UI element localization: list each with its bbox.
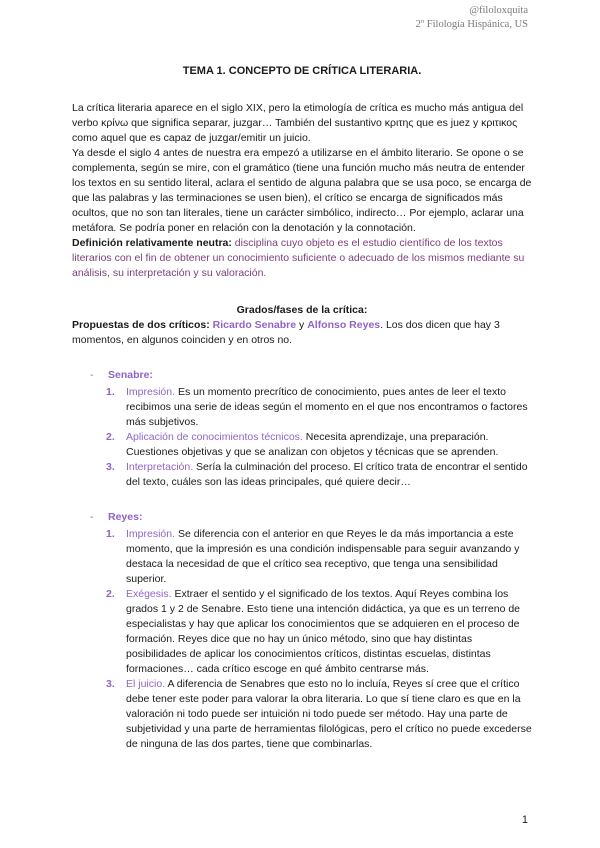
list-item [90,460,532,490]
proposals-text: . Los dos dicen que hay 3 momentos, en algunos coinciden y en otros no. [72,319,500,346]
reyes-section [72,510,532,525]
item-term: Aplicación de conocimientos técnicos. [126,431,303,443]
item-number: 1. [106,386,115,398]
page-header [416,4,528,32]
critic-reyes: Alfonso Reyes [307,319,381,331]
item-text: Se diferencia con el anterior en que Reyes le da más importancia a este momento, que la impresión es una condición indispensable para seguir avanzando y destaca la necesidad de que el crítico sea receptivo, que tenga una sensibilidad superior. [126,528,520,585]
course-label: 2º Filología Hispánica, US [415,19,528,30]
list-item [90,677,532,752]
senabre-list [72,385,532,490]
intro-paragraph-2: Ya desde el siglo 4 antes de nuestra era empezó a utilizarse en el ámbito literario. Se opone o se complementa, según se mire, con el gramático (tiene una función mucho más neutra de entender los textos en su sentido literal, aclara el sentido de alguna palabra que se usa poco, se encarga de que las palabras y las terminaciones se usen bien), el crítico se encarga de significados más ocultos, que no son tan literales, tiene un carácter simbólico, indirecto… Por ejemplo, aclarar una metáfora. Se podría poner en relación con la denotación y la connotación. [72,147,532,234]
critic-senabre: Ricardo Senabre [212,319,297,331]
document-title: TEMA 1. CONCEPTO DE CRÍTICA LITERARIA. [182,65,422,77]
item-text: Extraer el sentido y el significado de los textos. Aquí Reyes combina los grados 1 y 2 de Senabre. Esto tiene una intención didáctica, ya que es un terreno de especialistas y hay que aplicar los conocimientos que se adquieren en el proceso de formación. Reyes dice que no hay un único método, sino que hay distintas posibilidades de aplicar los conocimientos críticos, distintas escuelas, distintas formaciones… cada crítico escoge en qué ámbito centrarse más. [126,588,521,675]
bullet-dash: - [90,369,94,381]
item-text: A diferencia de Senabres que esto no lo incluía, Reyes sí cree que el crítico debe tener este poder para valorar la obra literaria. Lo que sí tiene claro es que en la valoración ni todo puede ser intuición ni todo puede ser método. Hay una parte de subjetividad y una parte de herramientas filológicas, pero el crítico no puede excederse de ninguna de las dos partes, tiene que combinarlas. [126,678,532,750]
section-subtitle: Grados/fases de la crítica: [236,304,368,316]
item-text: Sería la culminación del proceso. El crítico trata de encontrar el sentido del texto, cuáles son las ideas principales, qué quiere decir… [126,461,528,488]
connector: y [299,319,305,331]
definition-label: Definición relativamente neutra: [72,237,232,249]
definition-text: disciplina cuyo objeto es el estudio científico de los textos literarios con el fin de obtener un conocimiento suficiente o adecuado de los mismos mediante su análisis, su interpretación y su valoración. [72,237,525,279]
item-number: 3. [106,678,115,690]
author-handle: @filoloxquita [469,5,528,16]
definition-paragraph [72,236,532,281]
list-item [90,430,532,460]
intro-paragraph-1: La crítica literaria aparece en el siglo XIX, pero la etimología de crítica es mucho más antigua del verbo κρίνω que significa separar, juzgar… También del sustantivo κριτης que es juez y κριτικος como aquel que es capaz de juzgar/emitir un juicio. [72,102,524,144]
item-number: 1. [106,528,115,540]
item-term: Exégesis. [126,588,172,600]
document-body [72,64,532,752]
reyes-list [72,527,532,752]
senabre-label: Senabre: [108,369,153,381]
reyes-label: Reyes: [108,511,143,523]
item-number: 3. [106,461,115,473]
item-term: Interpretación. [126,461,194,473]
item-term: El juicio. [126,678,166,690]
item-number: 2. [106,431,115,443]
page-number: 1 [521,814,528,826]
proposals-paragraph [72,318,532,348]
item-text: Necesita aprendizaje, una preparación. Cuestiones objetivas y que se analizan con objetos y técnicas que se aprenden. [126,431,499,458]
bullet-dash: - [90,511,94,523]
item-term: Impresión. [126,386,176,398]
list-item [90,385,532,430]
list-item [90,527,532,587]
item-number: 2. [106,588,115,600]
item-text: Es un momento precrítico de conocimiento, pues antes de leer el texto recibimos una serie de ideas según el momento en el que nos encontramos o factores más subjetivos. [126,386,528,428]
senabre-section [72,368,532,383]
list-item [90,587,532,677]
proposals-label: Propuestas de dos críticos: [72,319,210,331]
item-term: Impresión. [126,528,176,540]
